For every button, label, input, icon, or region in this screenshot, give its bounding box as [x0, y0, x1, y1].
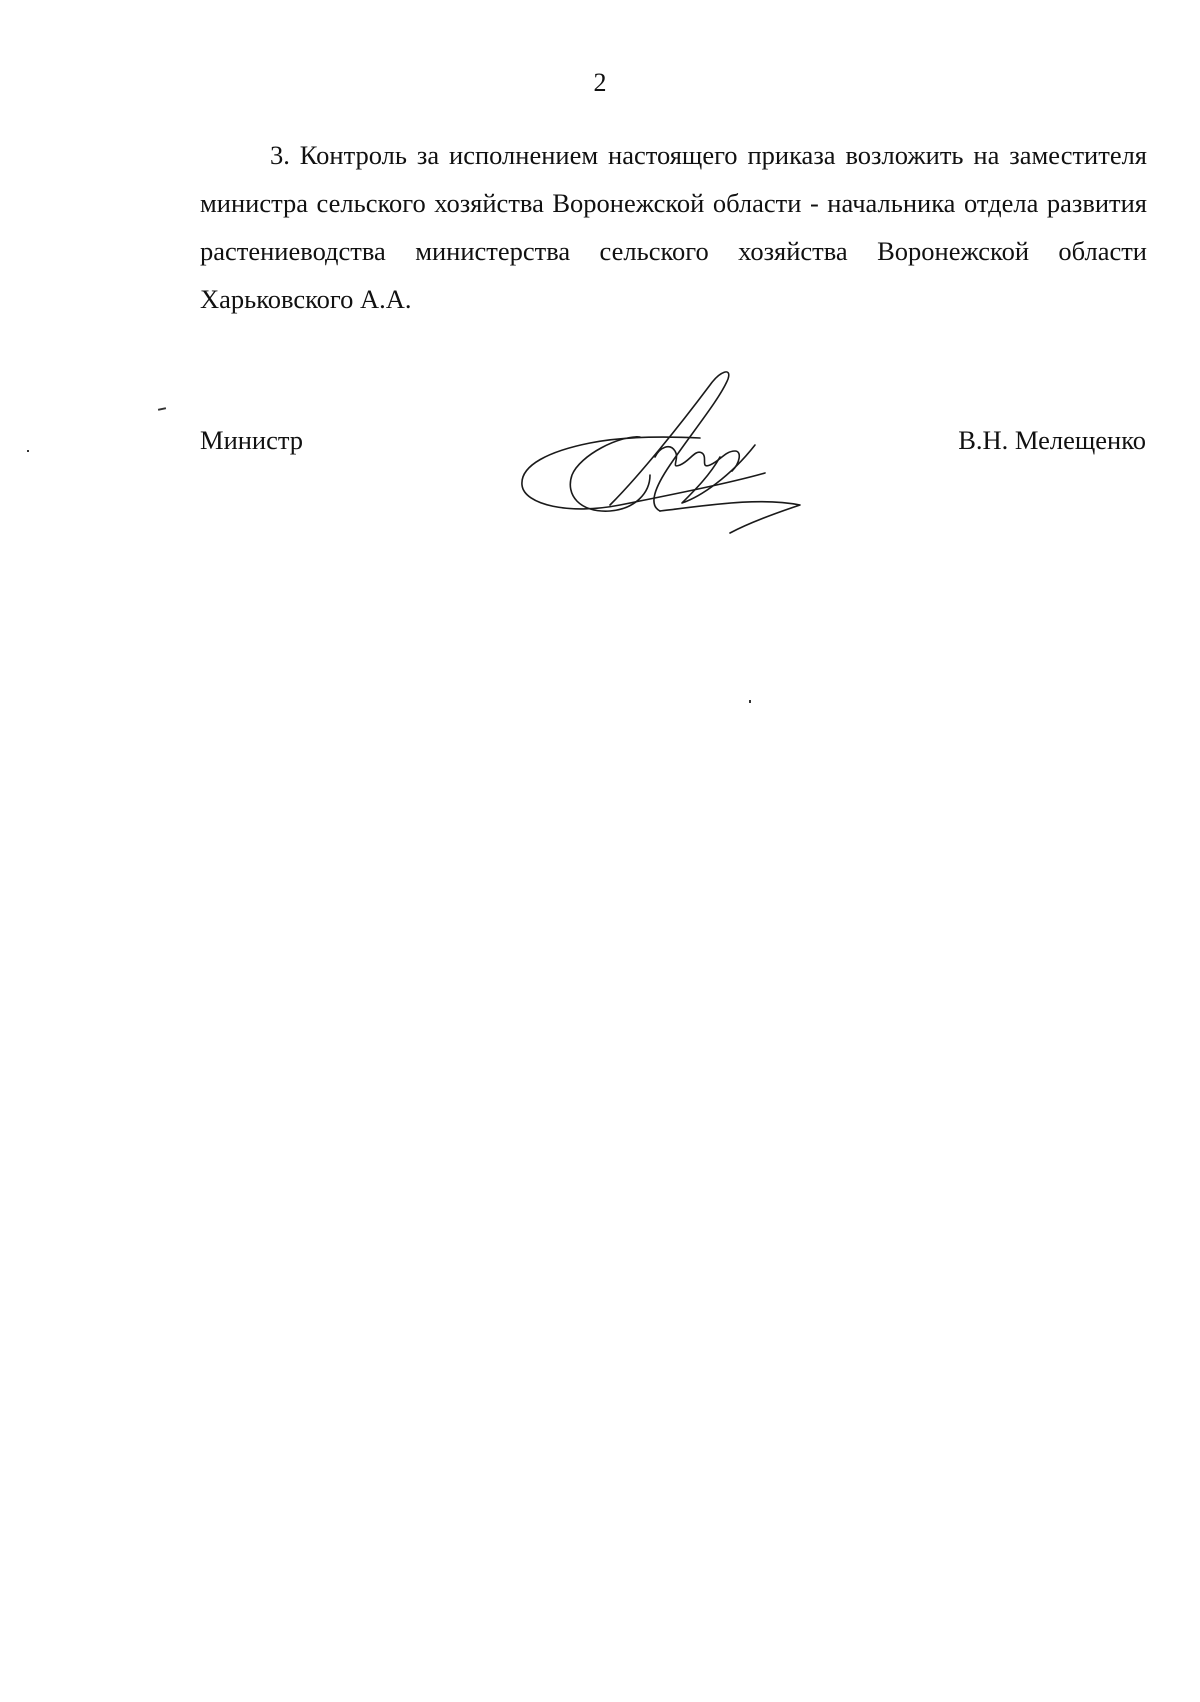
signer-name: В.Н. Мелещенко — [958, 425, 1146, 455]
handwritten-signature-icon — [510, 365, 815, 535]
signature-tail — [660, 502, 800, 533]
scan-mark — [749, 700, 751, 703]
signature-ascender — [610, 372, 729, 511]
scan-mark — [158, 407, 166, 411]
signer-position: Министр — [200, 425, 304, 455]
body-paragraph: 3. Контроль за исполнением настоящего приказа возложить на заместителя министра сельского хозяйства Воронежской области - начальника отдела развития растениеводства министерства сельского хозяйства Воронежской области Харьковского А.А. — [200, 140, 1147, 314]
signature-v-stroke — [682, 445, 755, 503]
scan-mark — [27, 450, 29, 452]
page-number: 2 — [593, 68, 607, 97]
